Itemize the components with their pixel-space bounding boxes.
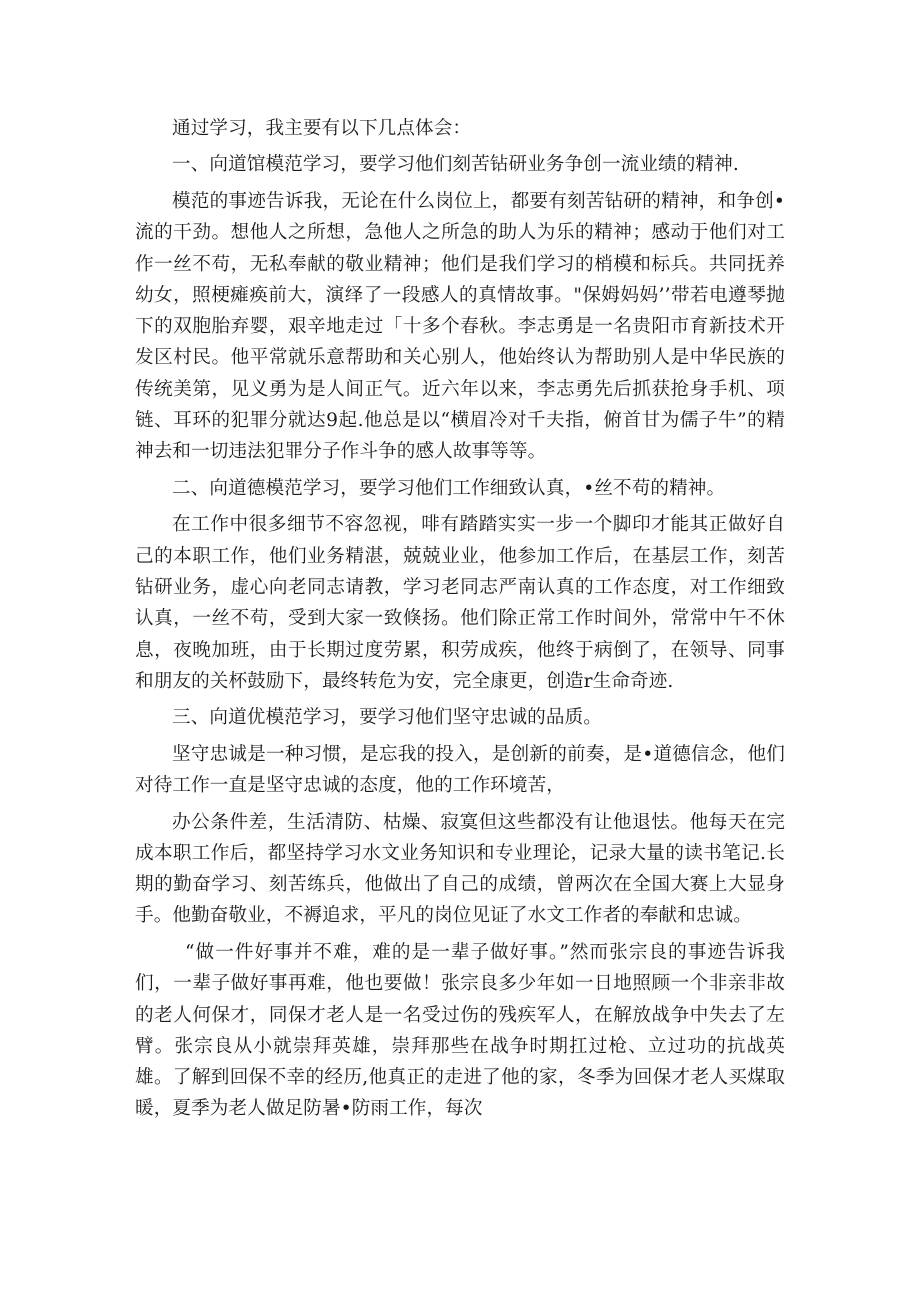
point-3-paragraph-b: 办公条件差，生活清防、枯燥、寂寞但这些都没有让他退怯。他每天在完成本职工作后，都坚持学习水文业务知识和专业理论，记录大量的读书笔记.长期的勤奋学习、刻苦练兵，他做出了自己的成绩，曾两次在全国大赛上大显身手。他勤奋敬业，不褥追求，平凡的岗位见证了水文工作者的奉献和忠诚。: [135, 811, 785, 927]
intro-paragraph: 通过学习，我主要有以下几点体会：: [172, 118, 472, 139]
point-1-paragraph: 模范的事迹告诉我，无论在什么岗位上，都要有刻苦钻研的精神，和争创•流的干劲。想他人之所想，急他人之所急的助人为乐的精神；感动于他们对工作一丝不苟，无私奉献的敬业精神；他们是我们学习的梢模和标兵。共同抚养幼女，照梗瘫痪前大，演绎了一段感人的真情故事。"保姆妈妈’’带若电遵琴抛下的双胞胎弃婴，艰辛地走过「十多个春秋。李志勇是一名贵阳市育新技术开发区村民。他平常就乐意帮助和关心别人，他始终认为帮助别人是中华民族的传统美第，见义勇为是人间正气。近六年以来，李志勇先后抓获抢身手机、项链、耳环的犯罪分就达9起.他总是以“横眉冷对千夫指，俯首甘为儒子牛”的精神去和一切违法犯罪分子作斗争的感人故事等等。: [135, 190, 785, 463]
document-body: [135, 113, 785, 1130]
story-paragraph: “做一件好事并不难，难的是一辈子做好事。”然而张宗良的事迹告诉我们，一辈子做好事再难，他也要做！张宗良多少年如一日地照顾一个非亲非故的老人何保才，同保才老人是一名受过伤的残疾军人，在解放战争中失去了左臂。张宗良从小就崇拜英雄，崇拜那些在战争时期扛过枪、立过功的抗战英雄。了解到回保不幸的经历,他真正的走进了他的家，冬季为回保才老人买煤取暖，夏季为老人做足防暑•防雨工作，每次: [135, 941, 785, 1120]
point-2-paragraph: 在工作中很多细节不容忽视，啡有踏踏实实一步一个脚印才能其正做好自己的本职工作，他们业务精湛，兢兢业业，他参加工作后，在基层工作，刻苦钻研业务，虚心向老同志请教，学习老同志严南认真的工作态度，对工作细致认真，一丝不苟，受到大家一致倏扬。他们除正常工作时间外，常常中午不休息，夜晚加班，由于长期过度劳累，积劳成疾，他终于病倒了，在领导、同事和朋友的关杯鼓励下，最终转危为安，完全康更，创造r生命奇迹.: [135, 514, 785, 692]
point-2-heading: 二、向道德模范学习，要学习他们工作细致认真，•丝不苟的精神。: [172, 477, 726, 499]
point-1-heading: 一、向道馆模范学习，要学习他们刻苦钻研业务争创一流业绩的精神.: [172, 154, 739, 176]
point-3-paragraph-a: 坚守忠诚是一种习惯，是忘我的投入，是创新的前奏，是•道德信念，他们对待工作一直是坚守忠诚的态度，他的工作环境苦，: [135, 743, 785, 797]
point-3-heading: 三、向道优模范学习，要学习他们坚守忠诚的品质。: [172, 707, 602, 729]
